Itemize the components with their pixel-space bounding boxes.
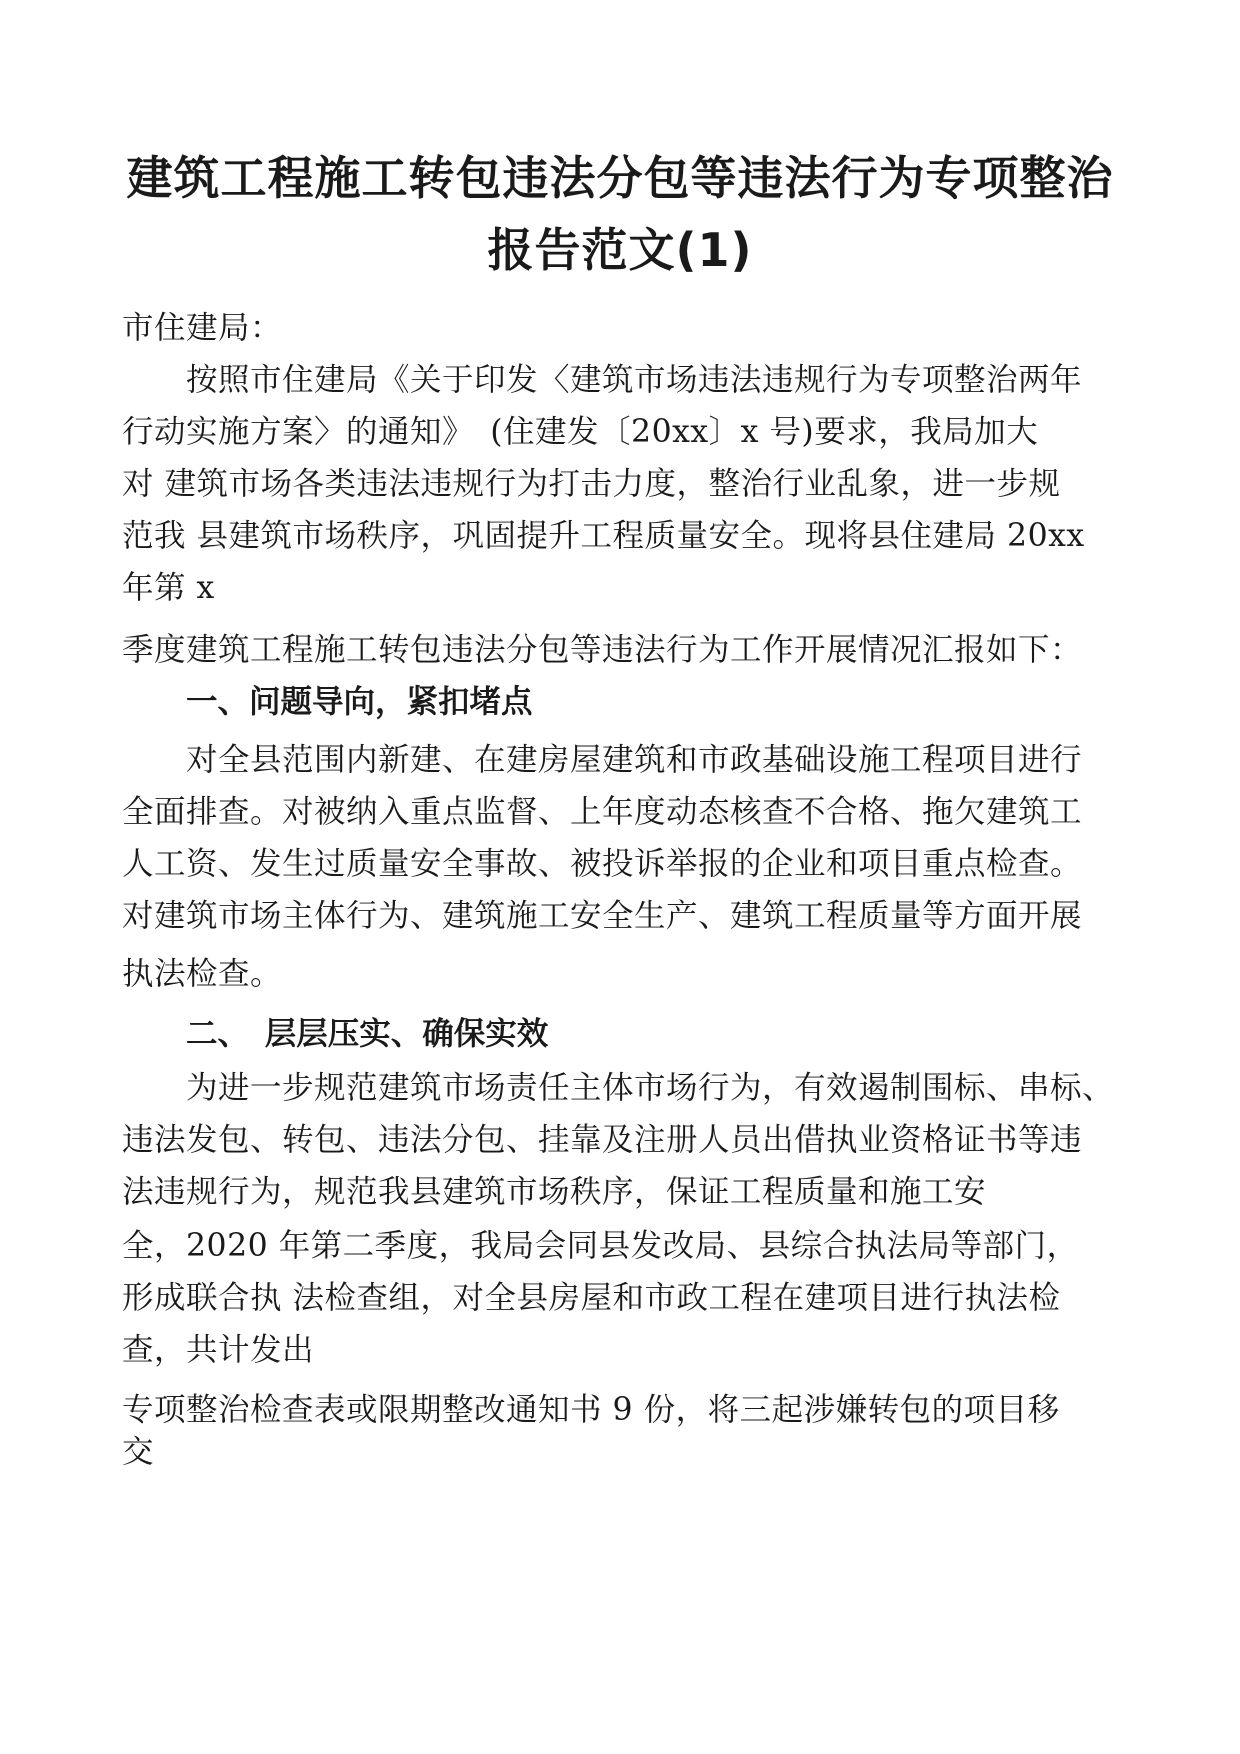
paragraph-line: 专项整治检查表或限期整改通知书 9 份，将三起涉嫌转包的项目移 [122,1392,1060,1428]
paragraph-line: 全面排查。对被纳入重点监督、上年度动态核查不合格、拖欠建筑工 [122,794,1083,830]
paragraph-line: 全，2020 年第二季度，我局会同县发改局、县综合执法局等部门， [122,1228,1079,1264]
paragraph-line: 范我 县建筑市场秩序，巩固提升工程质量安全。现将县住建局 20xx [122,518,1085,554]
section-heading-1: 一、问题导向，紧扣堵点 [186,684,533,720]
paragraph-line: 交 [122,1434,155,1470]
document-title-line-2: 报告范文(1) [487,223,753,277]
paragraph-line: 查，共计发出 [122,1332,315,1368]
paragraph-line: 形成联合执 法检查组，对全县房屋和市政工程在建项目进行执法检 [122,1280,1061,1316]
paragraph-line: 对 建筑市场各类违法违规行为打击力度，整治行业乱象，进一步规 [122,466,1061,502]
paragraph-line: 法违规行为，规范我县建筑市场秩序，保证工程质量和施工安 [122,1174,987,1210]
paragraph-line: 人工资、发生过质量安全事故、被投诉举报的企业和项目重点检查。 [122,846,1083,882]
paragraph-line: 为进一步规范建筑市场责任主体市场行为，有效遏制围标、串标、 [186,1070,1115,1106]
paragraph-line: 对建筑市场主体行为、建筑施工安全生产、建筑工程质量等方面开展 [122,898,1083,934]
section-heading-2: 二、 层层压实、确保实效 [186,1016,549,1052]
paragraph-line: 季度建筑工程施工转包违法分包等违法行为工作开展情况汇报如下： [122,632,1083,668]
paragraph-line: 对全县范围内新建、在建房屋建筑和市政基础设施工程项目进行 [186,742,1083,778]
paragraph-line: 执法检查。 [122,956,283,992]
document-title-line-1: 建筑工程施工转包违法分包等违法行为专项整治 [126,151,1114,205]
paragraph-line: 违法发包、转包、违法分包、挂靠及注册人员出借执业资格证书等违 [122,1122,1083,1158]
paragraph-line: 年第 x [122,570,215,606]
paragraph-line: 行动实施方案〉的通知》 (住建发〔20xx〕x 号)要求，我局加大 [122,414,1039,450]
salutation: 市住建局： [122,310,283,346]
paragraph-line: 按照市住建局《关于印发〈建筑市场违法违规行为专项整治两年 [186,362,1083,398]
